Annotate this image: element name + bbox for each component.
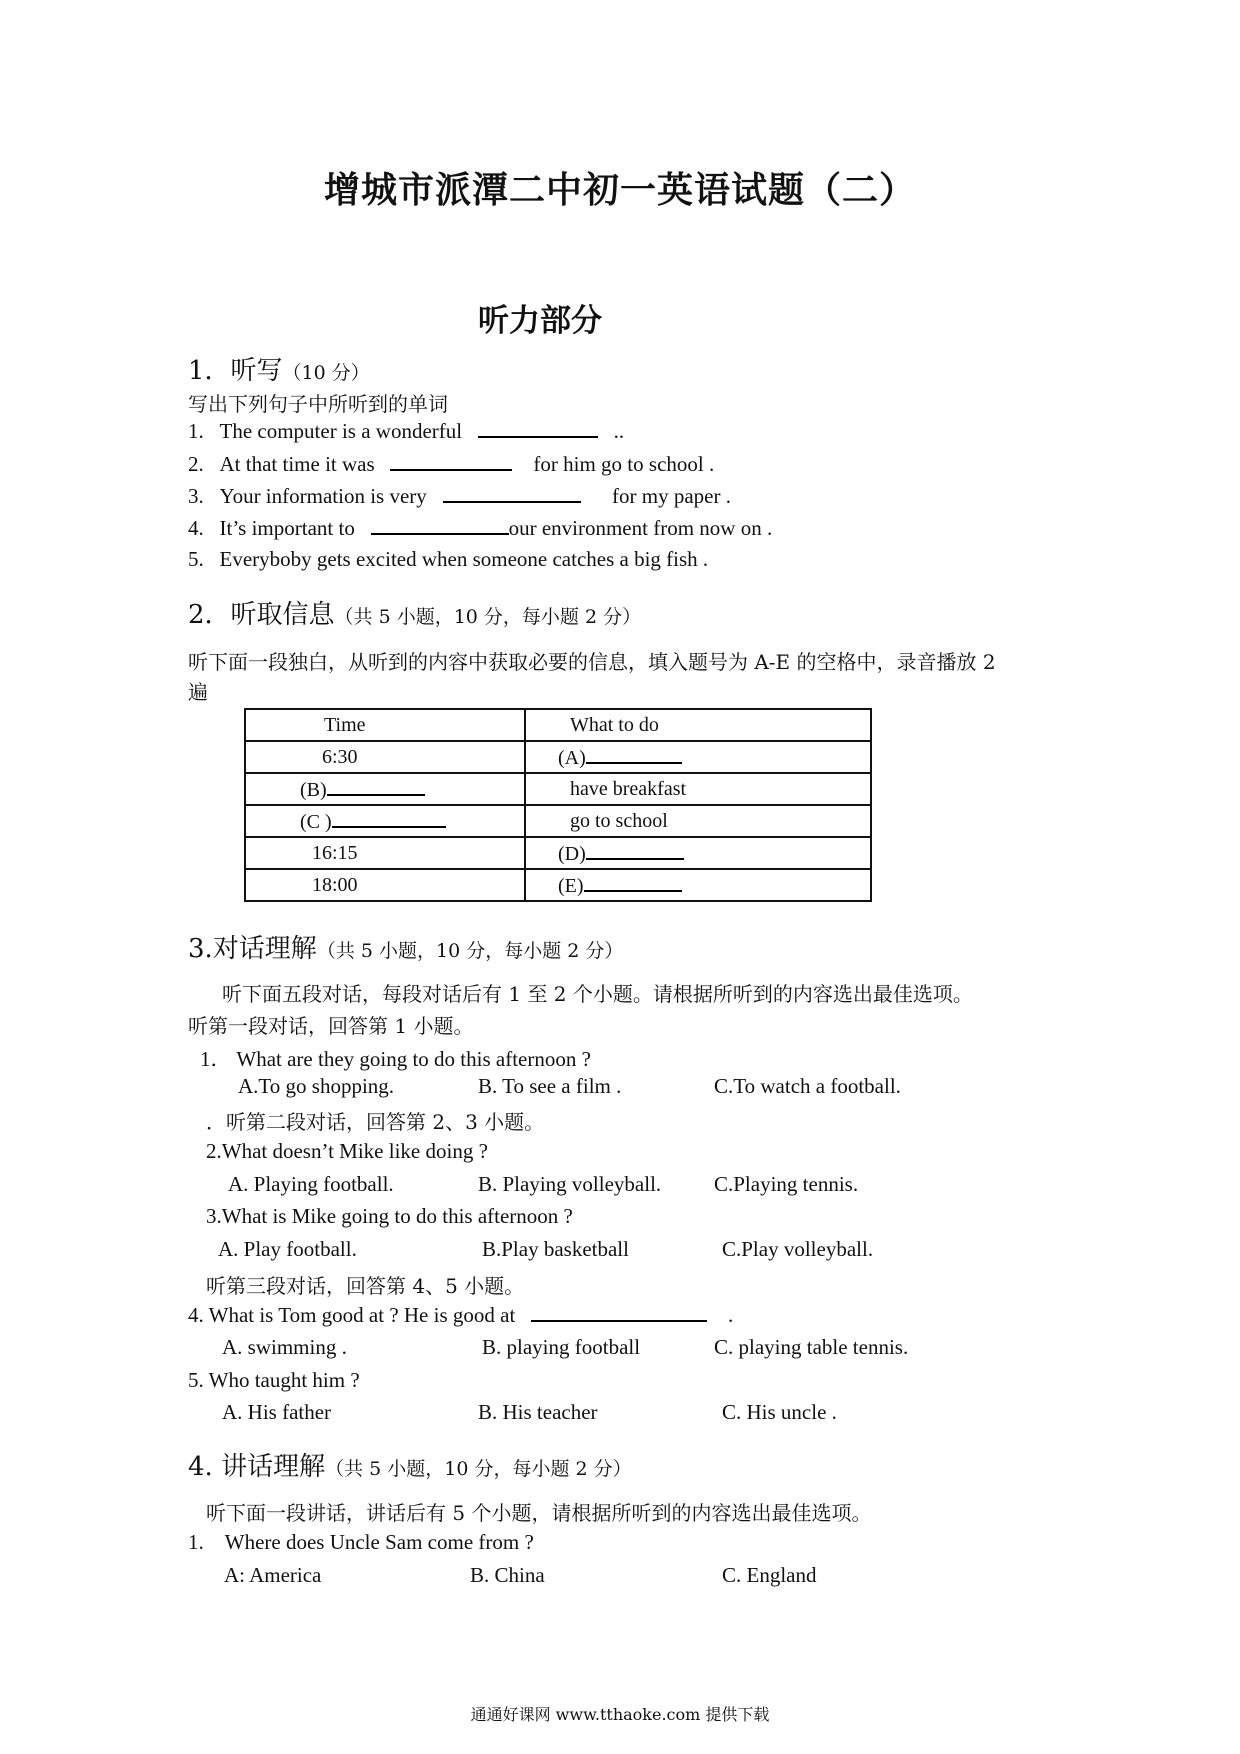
section-1-points: （10 分） — [282, 362, 370, 384]
section-3-points: （共 5 小题，10 分，每小题 2 分） — [316, 940, 624, 962]
section-3-title: 3.对话理解 — [188, 934, 317, 964]
answer-blank[interactable] — [332, 808, 446, 828]
q5-option-a[interactable]: A. His father — [222, 1400, 332, 1424]
dialogue-2-note: ．听第二段对话，回答第 2、3 小题。 — [206, 1110, 545, 1134]
q4-option-a[interactable]: A. swimming . — [222, 1335, 347, 1359]
page-title: 增城市派潭二中初一英语试题（二） — [323, 169, 916, 211]
header-time: Time — [324, 713, 366, 736]
dictation-item-2: 2. At that time it was for him go to school . — [188, 452, 715, 476]
header-what-to-do: What to do — [570, 713, 659, 736]
answer-blank[interactable] — [390, 451, 512, 471]
q1-option-b[interactable]: B. To see a film . — [478, 1074, 622, 1098]
section-2-heading — [188, 594, 641, 631]
talk-q1-option-c[interactable]: C. England — [722, 1563, 817, 1587]
answer-blank[interactable] — [531, 1302, 707, 1322]
dictation-item-3: 3. Your information is very for my paper . — [188, 484, 731, 508]
q3-option-a[interactable]: A. Play football. — [218, 1237, 357, 1261]
dictation-item-1: 1. The computer is a wonderful .. — [188, 419, 625, 443]
section-4-points: （共 5 小题，10 分，每小题 2 分） — [325, 1458, 632, 1480]
section-group-title: 听力部分 — [478, 303, 602, 339]
q1-option-c[interactable]: C.To watch a football. — [714, 1074, 901, 1098]
section-1-heading — [188, 350, 370, 387]
dialogue-3-note: 听第三段对话，回答第 4、5 小题。 — [206, 1274, 525, 1298]
q1-option-a[interactable]: A.To go shopping. — [238, 1074, 395, 1098]
section-4-instruction: 听下面一段讲话，讲话后有 5 个小题，请根据所听到的内容选出最佳选项。 — [206, 1501, 872, 1525]
q2-option-c[interactable]: C.Playing tennis. — [714, 1172, 859, 1196]
question-3: 3.What is Mike going to do this afternoon ? — [206, 1204, 573, 1228]
section-1-instruction: 写出下列句子中所听到的单词 — [188, 392, 448, 416]
q3-option-b[interactable]: B.Play basketball — [482, 1237, 629, 1261]
footer-credit: 通通好课网 www.tthaoke.com 提供下载 — [470, 1705, 770, 1724]
table-row: (C ) go to school — [245, 805, 871, 837]
q3-option-c[interactable]: C.Play volleyball. — [722, 1237, 874, 1261]
table-row: (B) have breakfast — [245, 773, 871, 805]
talk-q1-option-b[interactable]: B. China — [470, 1563, 545, 1587]
section-4-title: 4. 讲话理解 — [188, 1452, 326, 1482]
answer-blank[interactable] — [478, 418, 598, 438]
answer-blank[interactable] — [443, 483, 581, 503]
answer-blank[interactable] — [586, 744, 682, 764]
answer-blank[interactable] — [371, 515, 509, 535]
section-3-heading — [188, 928, 623, 965]
section-2-instruction-line-2: 遍 — [188, 680, 208, 704]
q5-option-b[interactable]: B. His teacher — [478, 1400, 598, 1424]
q4-option-c[interactable]: C. playing table tennis. — [714, 1335, 909, 1359]
schedule-table — [244, 708, 872, 902]
q5-option-c[interactable]: C. His uncle . — [722, 1400, 837, 1424]
section-2-points: （共 5 小题，10 分，每小题 2 分） — [334, 606, 642, 628]
section-2-title: 2．听取信息 — [188, 600, 335, 630]
section-3-instruction: 听下面五段对话，每段对话后有 1 至 2 个小题。请根据所听到的内容选出最佳选项。 — [222, 982, 973, 1006]
table-row: 18:00 (E) — [245, 869, 871, 901]
question-1: 1． What are they going to do this afternoon ? — [200, 1047, 591, 1071]
table-row: 6:30 (A) — [245, 741, 871, 773]
question-2: 2.What doesn’t Mike like doing ? — [206, 1139, 488, 1163]
answer-blank[interactable] — [584, 872, 682, 892]
section-2-instruction-line-1: 听下面一段独白，从听到的内容中获取必要的信息，填入题号为 A-E 的空格中，录音播放 2 — [188, 650, 996, 674]
question-5: 5. Who taught him ? — [188, 1368, 360, 1392]
question-4: 4. What is Tom good at ? He is good at . — [188, 1303, 734, 1327]
answer-blank[interactable] — [586, 840, 684, 860]
q2-option-b[interactable]: B. Playing volleyball. — [478, 1172, 662, 1196]
q4-option-b[interactable]: B. playing football — [482, 1335, 641, 1359]
table-header-row — [245, 709, 871, 741]
answer-blank[interactable] — [327, 776, 425, 796]
talk-q1-option-a[interactable]: A: America — [224, 1563, 322, 1587]
section-4-heading — [188, 1446, 632, 1483]
table-row: 16:15 (D) — [245, 837, 871, 869]
q2-option-a[interactable]: A. Playing football. — [228, 1172, 394, 1196]
dialogue-1-note: 听第一段对话，回答第 1 小题。 — [188, 1014, 474, 1038]
dictation-item-4: 4. It’s important to our environment from now on . — [188, 516, 773, 540]
dictation-item-5: 5. Everyboby gets excited when someone catches a big fish . — [188, 547, 709, 571]
section-1-title: 1．听写 — [188, 356, 283, 386]
talk-question-1: 1. Where does Uncle Sam come from ? — [188, 1530, 534, 1554]
